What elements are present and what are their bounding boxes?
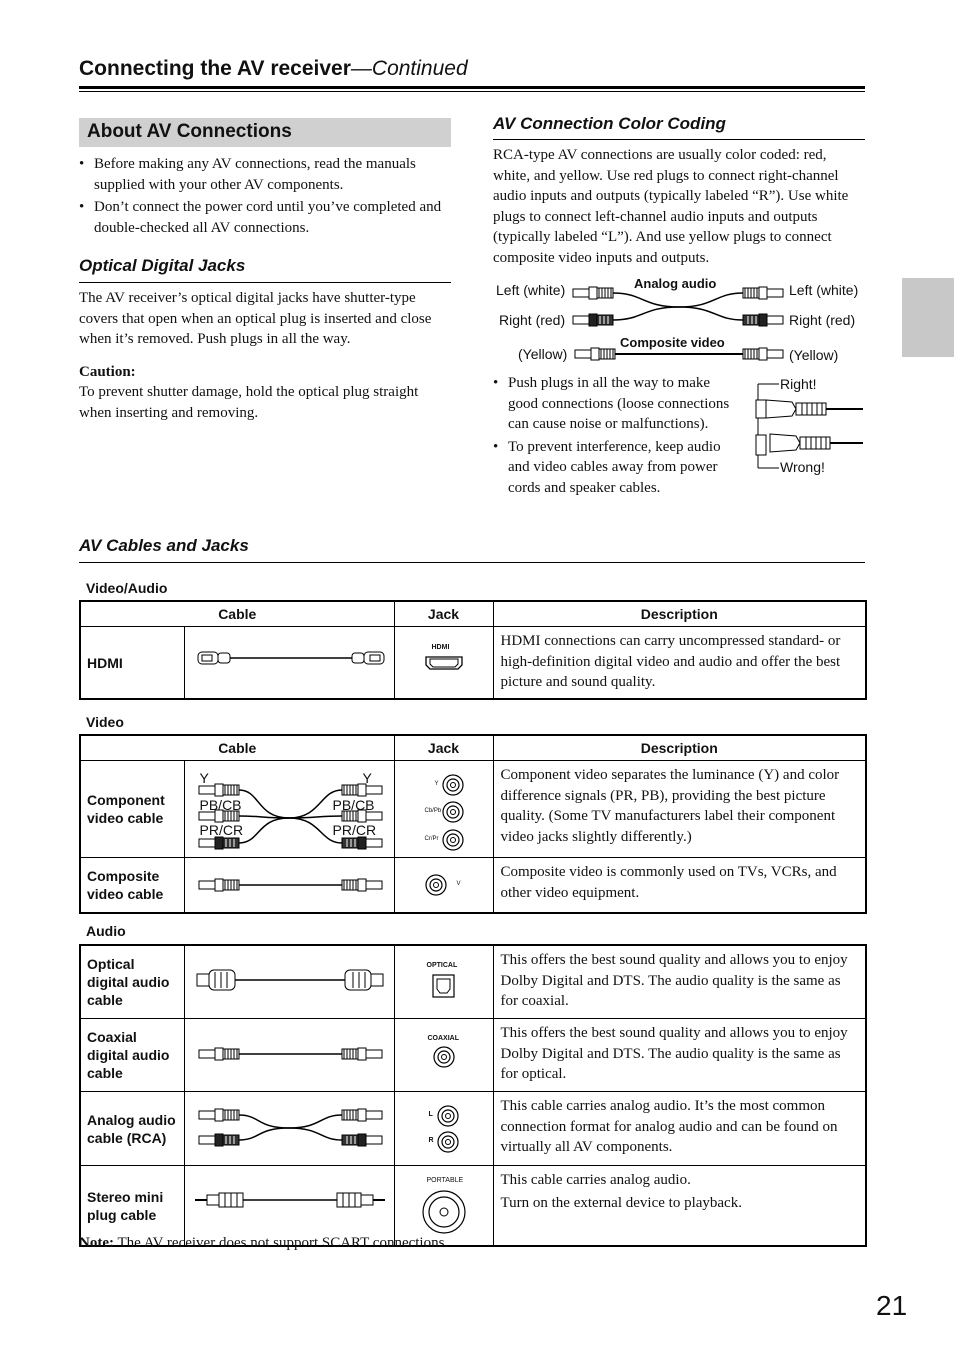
col-desc-header: Description [493,735,866,761]
plug-label-pb: PB/CB [332,797,375,813]
plug-label-pb: PB/CB [199,797,242,813]
page-number: 21 [876,1290,908,1321]
col-desc-header: Description [493,601,866,627]
plug-label-pr: PR/CR [199,822,244,838]
analog-cable-illustration [184,1092,394,1166]
note-label: Note: [79,1235,114,1251]
plug-insertion-diagram [752,372,865,480]
about-heading: About AV Connections [87,121,292,142]
row-label-component: Component video cable [80,761,184,858]
component-jack-illustration [394,761,493,858]
row-label-coaxial: Coaxial digital audio cable [80,1019,184,1092]
optical-heading: Optical Digital Jacks [79,256,246,275]
table-row [80,1019,866,1092]
jack-label-cr: Cr/Pr [424,836,439,842]
hdmi-cable-illustration [184,627,394,700]
color-coding-heading-rule [493,139,865,140]
component-cable-illustration [184,761,394,858]
jack-label-cb: Cb/Pb [424,808,442,814]
header-continued: —Continued [350,57,468,80]
color-coding-bullet: • Push plugs in all the way to make good connections (loose connections can cause noise or malfunctions). [493,373,738,435]
color-coding-text: RCA-type AV connections are usually color coded: red, white, and yellow. Use red plugs to connect right-channel audio inputs and outputs (typically labeled “R”). Use white plugs to connect left-channel audio inputs and outputs (typically labeled “L”). And use yellow plugs to connect composite video inputs and outputs. [493,147,849,266]
stereo-mini-desc-line1: This cable carries analog audio. [500,1172,691,1188]
row-label-composite: Composite video cable [80,858,184,914]
analog-description: This cable carries analog audio. It’s the most common connection format for analog audio and can be found on virtually all AV components. [493,1092,866,1166]
label-wrong: Wrong! [780,459,825,475]
optical-cable-illustration [184,945,394,1019]
label-right: Right! [780,376,817,392]
label-yellow: (Yellow) [518,346,568,362]
row-label-hdmi: HDMI [80,627,184,700]
table-row [80,945,866,1019]
col-cable-header: Cable [80,735,394,761]
optical-jack-illustration [394,945,493,1019]
note-text: The AV receiver does not support SCART connections. [113,1235,449,1251]
coaxial-description: This offers the best sound quality and allows you to enjoy Dolby Digital and DTS. The audio quality is the same as for optical. [493,1019,866,1092]
cables-heading: AV Cables and Jacks [79,536,249,555]
row-label-optical: Optical digital audio cable [80,945,184,1019]
color-coding-bullet: • To prevent interference, keep audio and video cables away from power cords and speaker cables. [493,437,738,499]
label-right-red: Right (red) [789,312,856,328]
coaxial-jack-illustration [394,1019,493,1092]
table-row [80,858,866,914]
label-analog-audio: Analog audio [634,276,717,291]
page-header [79,57,468,81]
table-row [80,761,866,858]
label-left-white: Left (white) [789,282,859,298]
cables-heading-rule [79,562,865,563]
chapter-tab-marker [902,278,954,357]
video-label: Video [86,714,124,730]
table-row [80,1092,866,1166]
label-composite-video: Composite video [620,335,725,350]
hdmi-jack-illustration [394,627,493,700]
composite-jack-illustration [394,858,493,914]
color-coding-diagram [493,272,865,368]
row-label-stereo-mini: Stereo mini plug cable [80,1166,184,1247]
optical-description: This offers the best sound quality and allows you to enjoy Dolby Digital and DTS. The audio quality is the same as for coaxial. [493,945,866,1019]
color-coding-bullets [493,373,738,500]
video-audio-table [79,600,867,700]
label-yellow: (Yellow) [789,347,839,363]
plug-label-y: Y [362,770,372,786]
optical-heading-rule [79,282,451,283]
jack-label-y: Y [434,781,439,787]
hdmi-jack-label: HDMI [431,644,450,651]
col-jack-header: Jack [394,735,493,761]
header-rule-thin [79,91,865,92]
about-bullets [79,154,451,240]
label-right-red: Right (red) [499,312,566,328]
label-left-white: Left (white) [496,282,566,298]
audio-label: Audio [86,923,126,939]
about-bullet: • Don’t connect the power cord until you’ve completed and double-checked all AV connections. [79,197,451,238]
plug-label-y: Y [199,770,209,786]
about-heading-box [79,118,451,147]
portable-jack-label: PORTABLE [426,1177,464,1184]
video-table [79,734,867,914]
about-bullet: • Before making any AV connections, read the manuals supplied with your other AV components. [79,154,451,195]
video-audio-label: Video/Audio [86,580,168,596]
jack-label-v: V [456,881,461,887]
color-coding-heading: AV Connection Color Coding [493,114,726,133]
jack-label-r: R [428,1137,434,1144]
optical-text: The AV receiver’s optical digital jacks have shutter-type covers that open when an optical plug is inserted and close when it’s removed. Push plugs in all the way. [79,290,432,347]
jack-label-l: L [428,1111,433,1118]
hdmi-description: HDMI connections can carry uncompressed standard- or high-definition digital video and audio and offer the best picture and sound quality. [493,627,866,700]
caution-text: To prevent shutter damage, hold the optical plug straight when inserting and removing. [79,384,419,421]
analog-jack-illustration [394,1092,493,1166]
plug-label-pr: PR/CR [332,822,377,838]
header-title: Connecting the AV receiver [79,57,351,80]
table-row [80,627,866,700]
row-label-analog: Analog audio cable (RCA) [80,1092,184,1166]
component-description: Component video separates the luminance (Y) and color difference signals (PR, PB), providing the best picture quality. (Some TV manufacturers label their component video jacks slightly differently.) [493,761,866,858]
optical-jack-label: OPTICAL [426,962,458,969]
note [79,1233,448,1254]
coaxial-jack-label: COAXIAL [427,1035,459,1042]
col-jack-header: Jack [394,601,493,627]
caution-label: Caution: [79,364,136,380]
coaxial-cable-illustration [184,1019,394,1092]
stereo-mini-description [493,1166,866,1247]
audio-table [79,944,867,1247]
composite-cable-illustration [184,858,394,914]
stereo-mini-desc-line2: Turn on the external device to playback. [500,1194,742,1211]
header-rule [79,86,865,89]
composite-description: Composite video is commonly used on TVs, VCRs, and other video equipment. [493,858,866,914]
col-cable-header: Cable [80,601,394,627]
